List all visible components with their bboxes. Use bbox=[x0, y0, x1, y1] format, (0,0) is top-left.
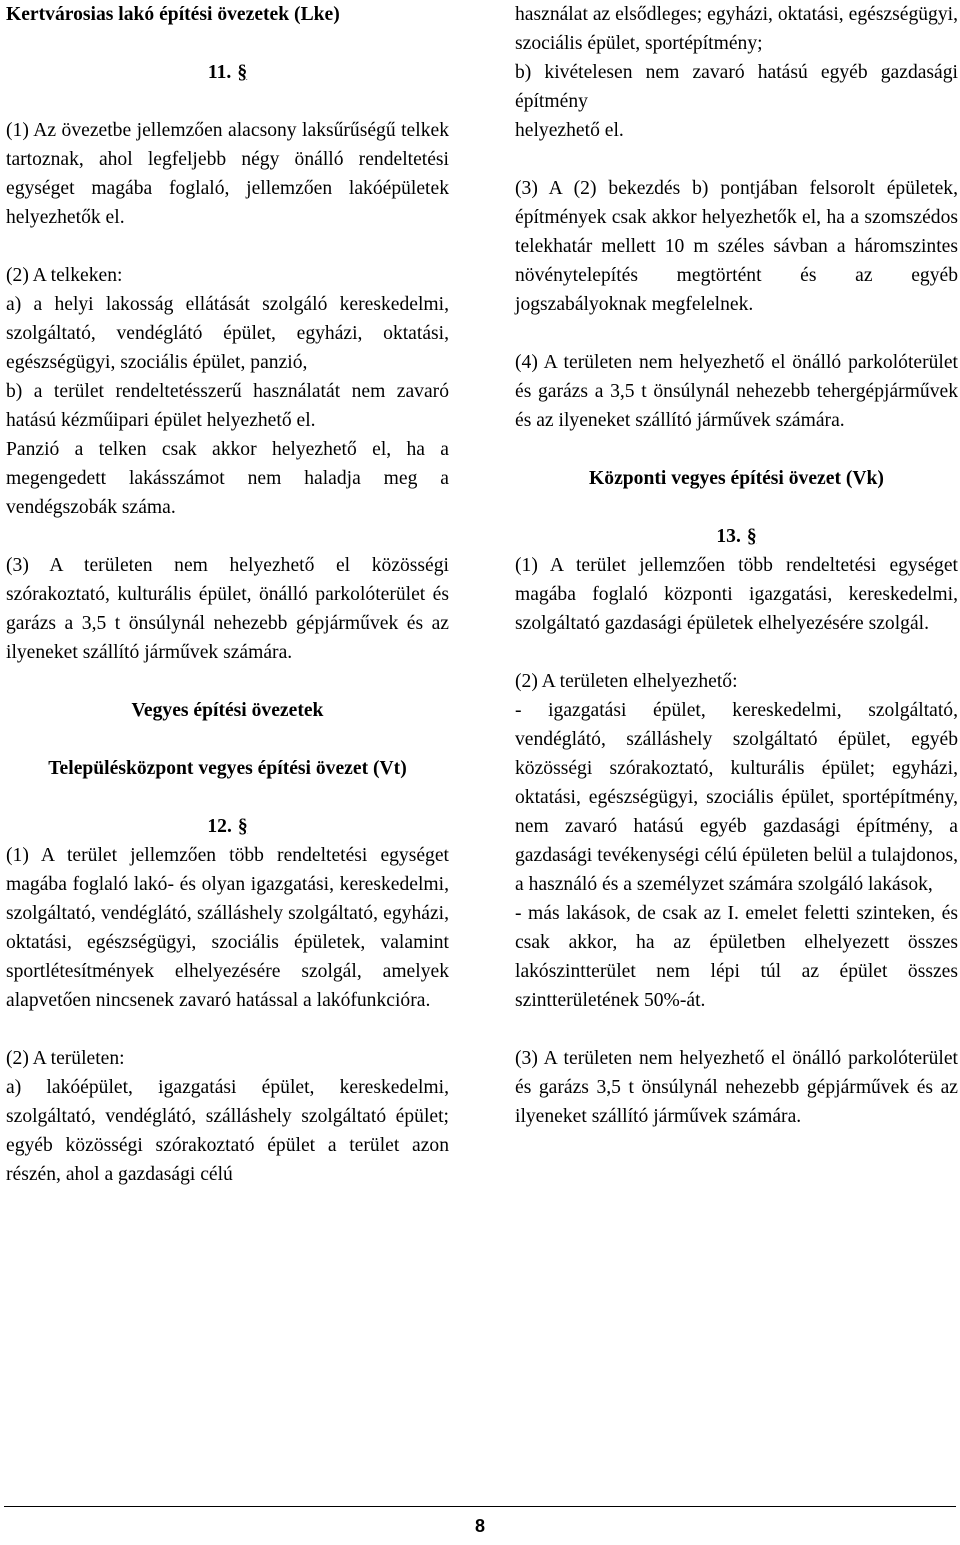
section-12-number: 12. bbox=[207, 816, 232, 837]
section-11-paragraph-1: (1) Az övezetbe jellemzően alacsony laksűrűségű telkek tartoznak, ahol legfeljebb négy önálló rendeltetési egységet magába foglaló, jellemzően lakóépületek helyezhetők el. bbox=[6, 120, 449, 228]
section-13-paragraph-2-b: - más lakások, de csak az I. emelet feletti szinteken, és csak akkor, ha az épületben elhelyezett összes lakószintterület nem lépi túl az épület összes szintterületének 50%-át. bbox=[515, 903, 958, 1011]
section-12-paragraph-4: (4) A területen nem helyezhető el önálló parkolóterület és garázs a 3,5 t önsúlynál nehezebb tehergépjárművek és az ilyeneket szállító járművek számára. bbox=[515, 352, 958, 431]
section-12-paragraph-1: (1) A terület jellemzően több rendeltetési egységet magába foglaló lakó- és olyan igazgatási, kereskedelmi, szolgáltató, vendéglátó, szálláshely szolgáltató, egyházi, oktatási, egészségügyi, szociális épületek, valamint sportlétesítmények elhelyezésére szolgál, amelyek alapvetően nincsenek zavaró hatással a lakófunkcióra. bbox=[6, 845, 449, 1011]
section-12-paragraph-2-b: b) kivételesen nem zavaró hatású egyéb gazdasági építmény bbox=[515, 62, 958, 112]
section-11-heading bbox=[6, 58, 449, 87]
section-11-paragraph-2-b: b) a terület rendeltetésszerű használatát nem zavaró hatású kézműipari épület helyezhető el. bbox=[6, 381, 449, 431]
section-11-paragraph-2-c: Panzió a telken csak akkor helyezhető el, ha a megengedett lakásszámot nem haladja meg a vendégszobák száma. bbox=[6, 439, 449, 518]
section-12-symbol: § bbox=[237, 816, 248, 837]
page-number: 8 bbox=[474, 1516, 485, 1536]
section-12-paragraph-3: (3) A (2) bekezdés b) pontjában felsorolt épületek, építmények csak akkor helyezhetők el, ha a szomszédos telekhatár mellett 10 m széles sávban a háromszintes növénytelepítés megtörtént és az egyéb jogszabályoknak megfelelnek. bbox=[515, 178, 958, 315]
section-13-symbol: § bbox=[746, 526, 757, 547]
section-11-number: 11. bbox=[207, 62, 232, 83]
section-12-paragraph-2-end: helyezhető el. bbox=[515, 120, 624, 141]
section-13-number: 13. bbox=[716, 526, 741, 547]
section-11-paragraph-3: (3) A területen nem helyezhető el közösségi szórakoztató, kulturális épület, önálló parkolóterület és garázs a 3,5 t önsúlynál nehezebb gépjárművek és az ilyeneket szállító járművek számára. bbox=[6, 555, 449, 663]
section-13-paragraph-2-a: - igazgatási épület, kereskedelmi, szolgáltató, vendéglátó, szálláshely szolgáltató épület, egyéb közösségi szórakoztató, kulturális épület; egyházi, oktatási, egészségügyi, szociális épület, sportépítmény, nem zavaró hatású egyéb gazdasági építmény, a gazdasági tevékenységi célú épületen belül a tulajdonos, a használó és a személyzet számára szolgáló lakások, bbox=[515, 700, 958, 895]
section-12-paragraph-2-a: a) lakóépület, igazgatási épület, kereskedelmi, szolgáltató, vendéglátó, szálláshely szolgáltató épület; egyéb közösségi szórakoztató épület a terület azon részén, ahol a gazdasági célú bbox=[6, 1077, 449, 1185]
section-11-paragraph-2-a: a) a helyi lakosság ellátását szolgáló kereskedelmi, szolgáltató, vendéglátó épület, egyházi, oktatási, egészségügyi, szociális épület, panzió, bbox=[6, 294, 449, 373]
heading-vk: Központi vegyes építési övezet (Vk) bbox=[589, 468, 884, 489]
heading-vegyes: Vegyes építési övezetek bbox=[131, 700, 324, 721]
heading-vt: Településközpont vegyes építési övezet (Vt) bbox=[48, 758, 407, 779]
section-12-paragraph-2-a-continued: használat az elsődleges; egyházi, oktatási, egészségügyi, szociális épület, sportépítmény; bbox=[515, 4, 958, 54]
section-12-paragraph-2-title: (2) A területen: bbox=[6, 1048, 125, 1069]
left-column bbox=[6, 0, 449, 1189]
heading-lke: Kertvárosias lakó építési övezetek (Lke) bbox=[6, 4, 340, 25]
section-13-paragraph-3: (3) A területen nem helyezhető el önálló parkolóterület és garázs 3,5 t önsúlynál nehezebb gépjárművek és az ilyeneket szállító járművek számára. bbox=[515, 1048, 958, 1127]
section-12-heading bbox=[6, 812, 449, 841]
section-13-heading bbox=[515, 522, 958, 551]
section-11-paragraph-2-title: (2) A telkeken: bbox=[6, 265, 123, 286]
section-13-paragraph-2-title: (2) A területen elhelyezhető: bbox=[515, 671, 738, 692]
right-column bbox=[515, 0, 958, 1131]
section-13-paragraph-1: (1) A terület jellemzően több rendeltetési egységet magába foglaló központi igazgatási, kereskedelmi, szolgáltató gazdasági épületek elhelyezésére szolgál. bbox=[515, 555, 958, 634]
footer-divider bbox=[4, 1506, 956, 1507]
section-11-symbol: § bbox=[237, 62, 248, 83]
